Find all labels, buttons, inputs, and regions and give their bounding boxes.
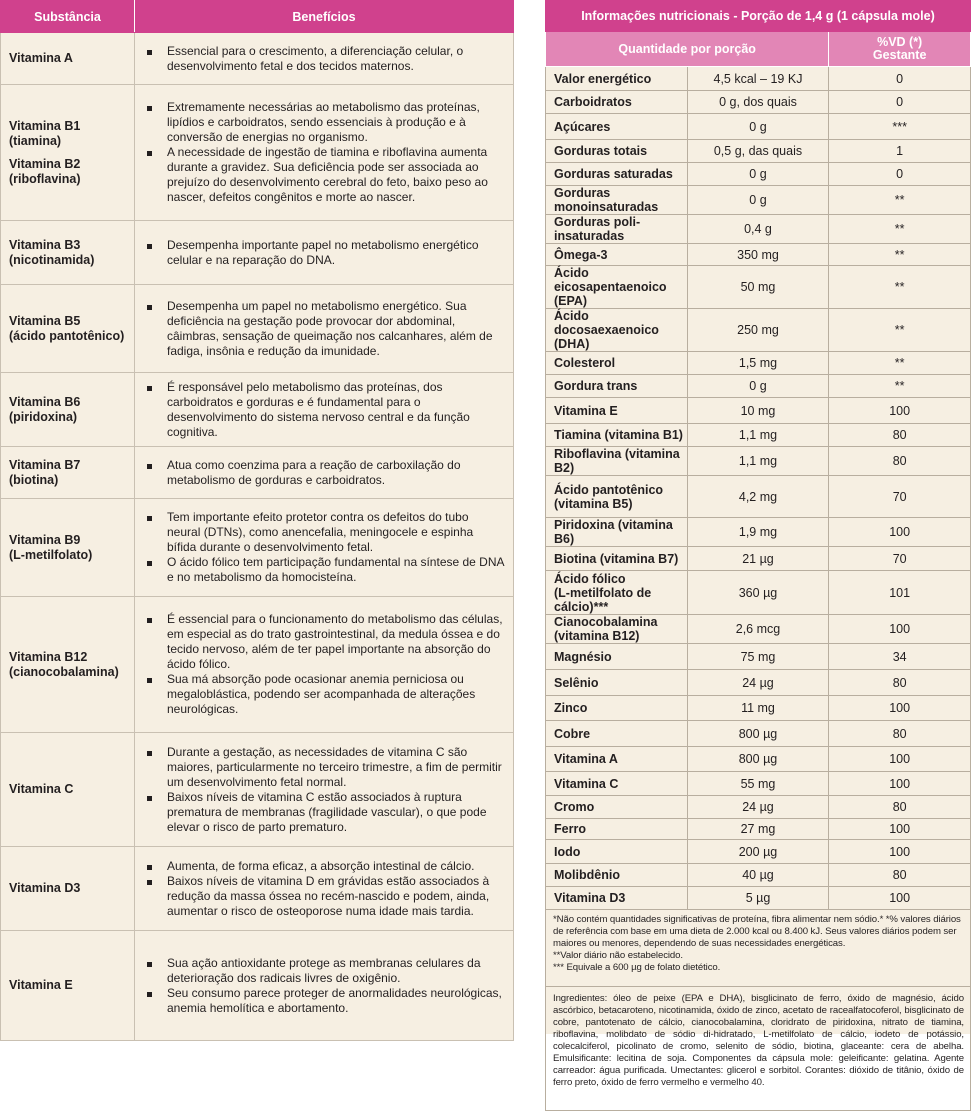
- nutrient-name: [546, 615, 688, 644]
- benefit-row: [1, 373, 514, 447]
- substance-line: Vitamina B12: [9, 649, 88, 664]
- nutrient-row: [546, 615, 971, 644]
- nutrient-row: [546, 571, 971, 615]
- nutrient-row: [546, 266, 971, 309]
- benefits-cell: [135, 733, 514, 847]
- substance-line: Vitamina B5: [9, 313, 81, 328]
- nutrient-name: [546, 864, 688, 887]
- nutrient-vd: **: [829, 186, 971, 215]
- bullet-item: Desempenha um papel no metabolismo energético. Sua deficiência na gestação pode provocar dor abdominal, câimbras, sensação de queimação nos calcanhares, além de fadiga, insônia e redução da imunidade.: [145, 299, 505, 359]
- nutrient-name: [546, 244, 688, 266]
- nutrient-vd: 80: [829, 670, 971, 696]
- nutrient-row: [546, 864, 971, 887]
- nutrient-name-line: Ácido fólico: [554, 571, 626, 586]
- nutrient-quantity: 11 mg: [687, 696, 829, 721]
- vd-header-line: Gestante: [872, 48, 927, 62]
- nutrient-row: [546, 670, 971, 696]
- benefit-row: [1, 33, 514, 85]
- bullet-item: É essencial para o funcionamento do metabolismo das células, em especial as do trato gastrointestinal, da medula óssea e do tecido nervoso, além de ter papel importante na absorção do ácido fólico.: [145, 612, 505, 672]
- bullet-list: [145, 956, 505, 1016]
- nutrient-quantity: 50 mg: [687, 266, 829, 309]
- nutrient-row: [546, 547, 971, 571]
- substance-line: Vitamina B6: [9, 394, 81, 409]
- nutrient-name-line: Ácido eicosapentaenoico (EPA): [554, 266, 667, 308]
- nutrient-vd: 80: [829, 721, 971, 747]
- bullet-item: É responsável pelo metabolismo das proteínas, dos carboidratos e gorduras e é fundamental para o desenvolvimento do sistema nervoso central e da função cognitiva.: [145, 380, 505, 440]
- bullet-item: Tem importante efeito protetor contra os defeitos do tubo neural (DTNs), como anencefalia, meningocele e espinha bífida durante o desenvolvimento fetal.: [145, 510, 505, 555]
- nutrient-name-line: Vitamina A: [554, 752, 618, 766]
- nutrient-row: [546, 796, 971, 819]
- nutrient-name: [546, 840, 688, 864]
- nutrient-vd: 100: [829, 747, 971, 772]
- substance-name: [1, 285, 135, 373]
- nutrient-vd: 100: [829, 518, 971, 547]
- bullet-list: [145, 380, 505, 440]
- substance-line: Vitamina A: [9, 51, 73, 65]
- substance-name: [1, 847, 135, 931]
- nutrient-row: [546, 215, 971, 244]
- quantity-header: Quantidade por porção: [546, 32, 829, 67]
- benefits-cell: [135, 373, 514, 447]
- nutrient-quantity: 0 g: [687, 163, 829, 186]
- vd-header: [829, 32, 971, 67]
- substance-line: (piridoxina): [9, 409, 78, 424]
- bullet-item: Sua má absorção pode ocasionar anemia perniciosa ou megaloblástica, podendo ser acompanhada de alterações neurológicas.: [145, 672, 505, 717]
- substance-name: [1, 499, 135, 597]
- nutrient-name: [546, 476, 688, 518]
- nutrient-quantity: 0 g: [687, 114, 829, 140]
- nutrient-name: [546, 721, 688, 747]
- nutrient-name-line: Selênio: [554, 675, 599, 690]
- nutrient-row: [546, 696, 971, 721]
- nutrition-body: [546, 67, 971, 910]
- bullet-item: Extremamente necessárias ao metabolismo das proteínas, lipídios e carboidratos, sendo essenciais à produção e à conversão de energias no organismo.: [145, 100, 505, 145]
- substance-name: [1, 597, 135, 733]
- bullet-list: [145, 458, 505, 488]
- nutrient-quantity: 1,5 mg: [687, 352, 829, 375]
- nutrient-vd: 100: [829, 840, 971, 864]
- benefit-row: [1, 221, 514, 285]
- nutrient-vd: 100: [829, 398, 971, 424]
- nutrient-quantity: 1,1 mg: [687, 447, 829, 476]
- footnote: *** Equivale a 600 µg de folato dietético.: [553, 962, 721, 973]
- bullet-item: O ácido fólico tem participação fundamental na síntese de DNA e no metabolismo da homocisteína.: [145, 555, 505, 585]
- nutrient-quantity: 1,1 mg: [687, 424, 829, 447]
- nutrient-quantity: 0,5 g, das quais: [687, 140, 829, 163]
- nutrient-name-line: Gordura trans: [554, 379, 638, 393]
- bullet-list: [145, 745, 505, 835]
- nutrient-name-line: Gorduras monoinsaturadas: [554, 186, 659, 214]
- bullet-item: Atua como coenzima para a reação de carboxilação do metabolismo de gorduras e carboidratos.: [145, 458, 505, 488]
- substance-line: (biotina): [9, 472, 59, 487]
- nutrient-quantity: 24 µg: [687, 796, 829, 819]
- nutrient-quantity: 1,9 mg: [687, 518, 829, 547]
- nutrient-name-line: Cromo: [554, 800, 595, 814]
- nutrient-quantity: 0,4 g: [687, 215, 829, 244]
- vd-header-line: %VD (*): [877, 35, 923, 49]
- nutrient-row: [546, 721, 971, 747]
- benefit-row: [1, 733, 514, 847]
- bullet-list: [145, 510, 505, 585]
- nutrient-vd: 0: [829, 163, 971, 186]
- nutrient-quantity: 5 µg: [687, 887, 829, 910]
- nutrient-vd: 80: [829, 447, 971, 476]
- nutrient-quantity: 10 mg: [687, 398, 829, 424]
- nutrient-name-line: Vitamina D3: [554, 891, 626, 905]
- substance-line: Vitamina B3: [9, 237, 81, 252]
- benefits-cell: [135, 221, 514, 285]
- nutrient-vd: 80: [829, 424, 971, 447]
- nutrient-name-line: Gorduras totais: [554, 144, 648, 158]
- nutrient-row: [546, 91, 971, 114]
- nutrient-row: [546, 398, 971, 424]
- substance-line: Vitamina B1: [9, 118, 81, 133]
- nutrient-name: [546, 67, 688, 91]
- nutrient-vd: 34: [829, 644, 971, 670]
- nutrient-name: [546, 352, 688, 375]
- nutrient-quantity: 24 µg: [687, 670, 829, 696]
- substance-name: [1, 931, 135, 1041]
- benefit-row: [1, 597, 514, 733]
- nutrition-table: [545, 0, 971, 910]
- ingredients-text: Ingredientes: óleo de peixe (EPA e DHA), bisglicinato de ferro, óxido de magnésio, ácido ascórbico, betacaroteno, nicotinamida, óxido de zinco, acetato de racealfatocoferol, bisglicinato de cobre, pantotenato de cálcio, cianocobalamina, cloridrato de piridoxina, nitrato de tiamina, riboflavina, molibdato de sódio di-hidratado, L-metilfolato de cálcio, iodeto de potássio, colecalciferol, picolinato de cromo, selenito de sódio, biotina, glaceante: cera de abelha. Emulsificante: lecitina de soja. Componentes da cápsula mole: geleificante: gelatina. Agente carreador: água purificada. Umectantes: glicerol e sorbitol. Corantes: dióxido de titânio, óxido de ferro preto, óxido de ferro vermelho e vermelho 40.: [553, 993, 964, 1088]
- nutrient-row: [546, 476, 971, 518]
- benefit-row: [1, 499, 514, 597]
- nutrient-name-line: (vitamina B5): [554, 496, 633, 511]
- nutrient-name: [546, 644, 688, 670]
- nutrient-name-line: Biotina (vitamina B7): [554, 551, 679, 566]
- nutrient-name-line: Vitamina E: [554, 403, 618, 418]
- nutrient-name-line: Ômega-3: [554, 247, 608, 262]
- benefit-row: [1, 847, 514, 931]
- nutrient-name: [546, 375, 688, 398]
- nutrient-quantity: 200 µg: [687, 840, 829, 864]
- substance-name: [1, 33, 135, 85]
- nutrient-name-line: Iodo: [554, 844, 581, 859]
- nutrient-name-line: Gorduras saturadas: [554, 167, 673, 181]
- nutrient-row: [546, 518, 971, 547]
- nutrient-vd: **: [829, 352, 971, 375]
- nutrient-row: [546, 352, 971, 375]
- nutrient-row: [546, 772, 971, 796]
- nutrient-row: [546, 186, 971, 215]
- nutrient-vd: **: [829, 309, 971, 352]
- nutrient-name: [546, 447, 688, 476]
- nutrient-name: [546, 140, 688, 163]
- nutrient-vd: 80: [829, 796, 971, 819]
- nutrient-vd: 100: [829, 887, 971, 910]
- benefits-cell: [135, 847, 514, 931]
- nutrient-quantity: 40 µg: [687, 864, 829, 887]
- nutrient-name: [546, 398, 688, 424]
- benefits-cell: [135, 85, 514, 221]
- nutrient-row: [546, 840, 971, 864]
- nutrient-name: [546, 819, 688, 840]
- nutrient-name-line: Ácido docosaexaenoico (DHA): [554, 309, 659, 351]
- benefits-cell: [135, 33, 514, 85]
- substance-line: Vitamina B2: [9, 156, 81, 171]
- substance-line: (L-metilfolato): [9, 547, 93, 562]
- nutrient-row: [546, 375, 971, 398]
- nutrient-quantity: 250 mg: [687, 309, 829, 352]
- benefit-row: [1, 85, 514, 221]
- nutrient-name-line: Valor energético: [554, 71, 652, 86]
- substance-line: (nicotinamida): [9, 252, 95, 267]
- nutrient-quantity: 4,2 mg: [687, 476, 829, 518]
- nutrient-vd: **: [829, 266, 971, 309]
- nutrition-title: Informações nutricionais - Porção de 1,4 g (1 cápsula mole): [546, 1, 971, 32]
- bullet-item: Durante a gestação, as necessidades de vitamina C são maiores, particularmente no terceiro trimestre, a fim de permitir um desenvolvimento fetal normal.: [145, 745, 505, 790]
- nutrient-vd: 100: [829, 615, 971, 644]
- nutrient-name-line: Ferro: [554, 822, 586, 836]
- bullet-item: Baixos níveis de vitamina C estão associados à ruptura prematura de membranas (fragilidade vascular), o que pode elevar o risco de parto prematuro.: [145, 790, 505, 835]
- nutrient-quantity: 0 g, dos quais: [687, 91, 829, 114]
- nutrient-vd: **: [829, 375, 971, 398]
- nutrient-vd: 70: [829, 547, 971, 571]
- nutrient-name-line: Açúcares: [554, 119, 611, 134]
- nutrient-name: [546, 518, 688, 547]
- substance-line: Vitamina C: [9, 782, 74, 796]
- benefit-row: [1, 931, 514, 1041]
- nutrient-name: [546, 163, 688, 186]
- nutrient-quantity: 4,5 kcal – 19 KJ: [687, 67, 829, 91]
- nutrient-name-line: Riboflavina (vitamina B2): [554, 447, 680, 475]
- substance-name: [1, 447, 135, 499]
- nutrient-name-line: Tiamina (vitamina B1): [554, 428, 683, 442]
- nutrient-vd: 101: [829, 571, 971, 615]
- nutrient-vd: 100: [829, 819, 971, 840]
- nutrient-vd: ***: [829, 114, 971, 140]
- nutrient-name: [546, 796, 688, 819]
- substance-line: (riboflavina): [9, 171, 81, 186]
- nutrient-name-line: Zinco: [554, 701, 588, 715]
- nutrient-row: [546, 309, 971, 352]
- nutrient-name-line: Colesterol: [554, 356, 616, 370]
- footnote: **Valor diário não estabelecido.: [553, 950, 683, 961]
- substance-line: (ácido pantotênico): [9, 328, 125, 343]
- benefits-header: Benefícios: [135, 1, 514, 33]
- nutrient-name: [546, 309, 688, 352]
- bullet-list: [145, 238, 505, 268]
- substance-line: Vitamina B9: [9, 532, 81, 547]
- substance-header: Substância: [1, 1, 135, 33]
- substance-line: (tiamina): [9, 133, 62, 148]
- bullet-item: Sua ação antioxidante protege as membranas celulares da deterioração dos radicais livres de oxigênio.: [145, 956, 505, 986]
- nutrient-name-line: Ácido pantotênico: [554, 482, 664, 497]
- substance-name: [1, 373, 135, 447]
- nutrient-name: [546, 424, 688, 447]
- nutrient-vd: 0: [829, 67, 971, 91]
- nutrient-row: [546, 163, 971, 186]
- bullet-item: Essencial para o crescimento, a diferenciação celular, o desenvolvimento fetal e dos tecidos maternos.: [145, 44, 505, 74]
- benefits-cell: [135, 597, 514, 733]
- nutrient-quantity: 350 mg: [687, 244, 829, 266]
- nutrition-panel: [545, 0, 971, 1088]
- nutrient-quantity: 0 g: [687, 186, 829, 215]
- nutrient-vd: **: [829, 244, 971, 266]
- nutrient-name: [546, 186, 688, 215]
- nutrient-row: [546, 114, 971, 140]
- benefits-cell: [135, 931, 514, 1041]
- spacer: [9, 149, 130, 157]
- nutrient-quantity: 75 mg: [687, 644, 829, 670]
- nutrient-row: [546, 819, 971, 840]
- benefit-row: [1, 285, 514, 373]
- nutrient-name-line: Cianocobalamina (vitamina B12): [554, 615, 658, 643]
- substance-name: [1, 85, 135, 221]
- benefit-row: [1, 447, 514, 499]
- nutrient-row: [546, 424, 971, 447]
- benefits-cell: [135, 447, 514, 499]
- nutrient-row: [546, 644, 971, 670]
- substance-line: Vitamina D3: [9, 881, 81, 895]
- substance-line: (cianocobalamina): [9, 664, 119, 679]
- nutrient-vd: 1: [829, 140, 971, 163]
- substance-name: [1, 733, 135, 847]
- footnotes: [545, 909, 971, 987]
- nutrient-name: [546, 266, 688, 309]
- benefits-table: [0, 0, 514, 1041]
- nutrient-name: [546, 114, 688, 140]
- nutrient-vd: 100: [829, 772, 971, 796]
- bullet-item: Desempenha importante papel no metabolismo energético celular e na reparação do DNA.: [145, 238, 505, 268]
- nutrient-quantity: 800 µg: [687, 721, 829, 747]
- benefits-cell: [135, 285, 514, 373]
- ingredients: [545, 986, 971, 1111]
- nutrient-quantity: 2,6 mcg: [687, 615, 829, 644]
- nutrient-vd: 100: [829, 696, 971, 721]
- nutrient-name-line: Gorduras poli-insaturadas: [554, 215, 641, 243]
- substance-line: Vitamina B7: [9, 457, 81, 472]
- bullet-item: Aumenta, de forma eficaz, a absorção intestinal de cálcio.: [145, 859, 505, 874]
- nutrient-quantity: 360 µg: [687, 571, 829, 615]
- nutrient-name: [546, 747, 688, 772]
- nutrient-name: [546, 696, 688, 721]
- nutrient-name: [546, 887, 688, 910]
- nutrient-name-line: (L-metilfolato de cálcio)***: [554, 585, 652, 614]
- nutrient-vd: 70: [829, 476, 971, 518]
- nutrient-row: [546, 140, 971, 163]
- bullet-list: [145, 44, 505, 74]
- nutrient-vd: 0: [829, 91, 971, 114]
- bullet-item: Baixos níveis de vitamina D em grávidas estão associados à redução da massa óssea no recém-nascido e podem, ainda, aumentar o risco de osteoporose numa idade mais tardia.: [145, 874, 505, 919]
- nutrient-name-line: Molibdênio: [554, 868, 620, 882]
- bullet-item: Seu consumo parece proteger de anormalidades neurológicas, anemia hemolítica e abortamento.: [145, 986, 505, 1016]
- nutrient-quantity: 0 g: [687, 375, 829, 398]
- nutrient-row: [546, 887, 971, 910]
- bullet-list: [145, 100, 505, 205]
- nutrient-name: [546, 670, 688, 696]
- nutrient-quantity: 800 µg: [687, 747, 829, 772]
- nutrient-vd: 80: [829, 864, 971, 887]
- nutrient-name-line: Magnésio: [554, 649, 612, 664]
- bullet-list: [145, 859, 505, 919]
- bullet-list: [145, 299, 505, 359]
- nutrient-name: [546, 571, 688, 615]
- nutrient-name-line: Piridoxina (vitamina B6): [554, 518, 673, 546]
- nutrient-row: [546, 447, 971, 476]
- nutrient-name: [546, 91, 688, 114]
- nutrient-vd: **: [829, 215, 971, 244]
- nutrient-name: [546, 772, 688, 796]
- nutrient-name-line: Carboidratos: [554, 95, 632, 109]
- nutrient-name: [546, 547, 688, 571]
- nutrient-quantity: 27 mg: [687, 819, 829, 840]
- nutrient-row: [546, 747, 971, 772]
- nutrient-quantity: 55 mg: [687, 772, 829, 796]
- benefits-body: [1, 33, 514, 1041]
- bullet-list: [145, 612, 505, 717]
- benefits-cell: [135, 499, 514, 597]
- footnote: *Não contém quantidades significativas de proteína, fibra alimentar nem sódio.* *% valores diários de referência com base em uma dieta de 2.000 kcal ou 8.400 kJ. Seus valores diários podem ser maiores ou menores, dependendo de suas necessidades energéticas.: [553, 914, 961, 949]
- bullet-item: A necessidade de ingestão de tiamina e riboflavina aumenta durante a gravidez. Sua deficiência pode ser associada ao prejuízo do desenvolvimento cerebral do feto, baixo peso ao nascer, defeitos congênitos e morte ao nascer.: [145, 145, 505, 205]
- nutrient-name: [546, 215, 688, 244]
- nutrient-quantity: 21 µg: [687, 547, 829, 571]
- nutrient-row: [546, 244, 971, 266]
- substance-line: Vitamina E: [9, 978, 73, 992]
- nutrient-name-line: Cobre: [554, 726, 591, 741]
- nutrient-row: [546, 67, 971, 91]
- substance-name: [1, 221, 135, 285]
- nutrient-name-line: Vitamina C: [554, 776, 619, 791]
